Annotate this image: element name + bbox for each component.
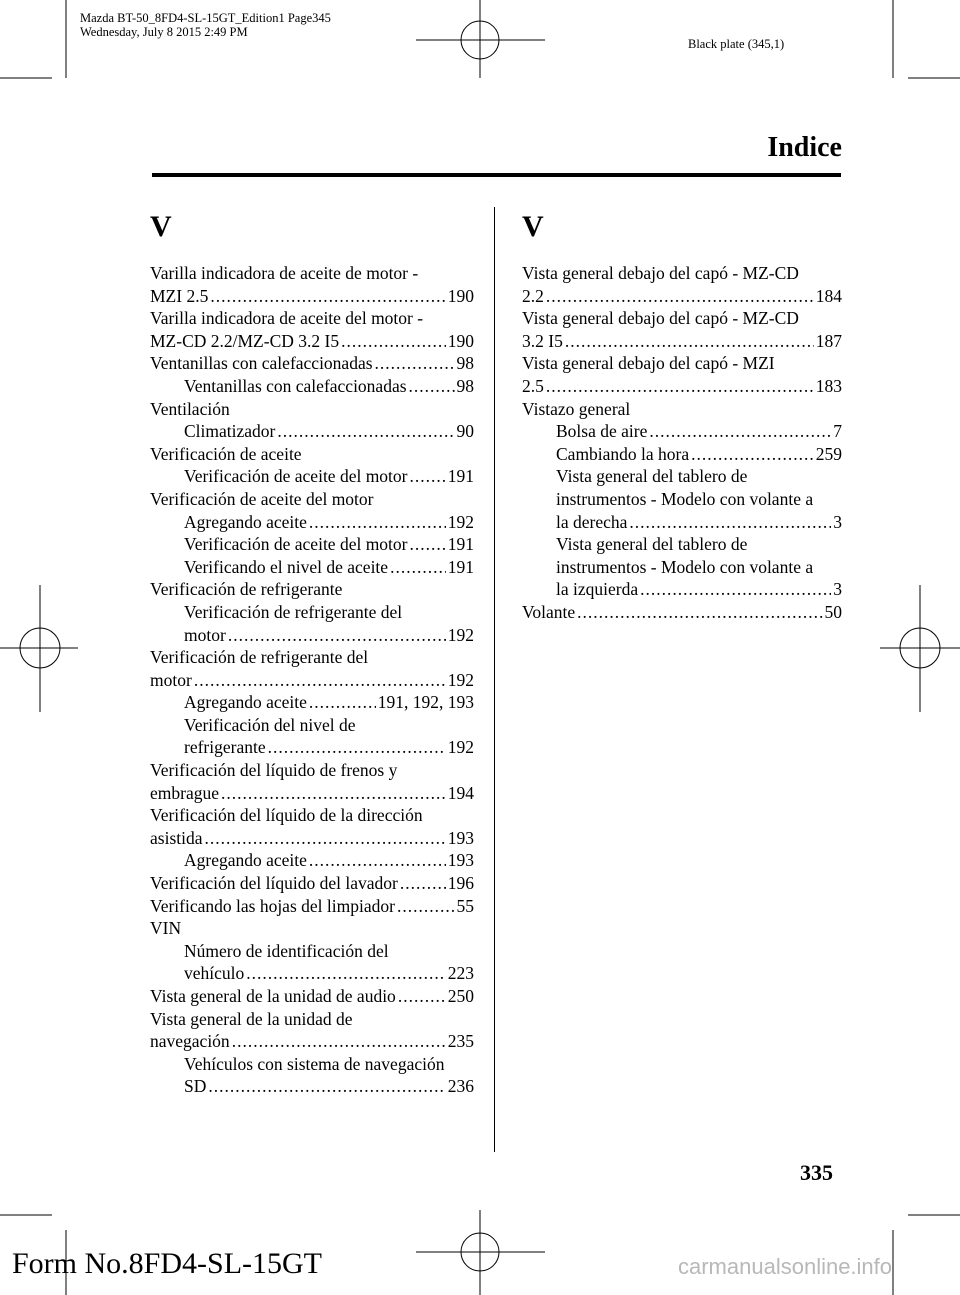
- dot-leader: [228, 624, 446, 647]
- dot-leader: [691, 443, 814, 466]
- index-line: [522, 601, 842, 624]
- index-line: [184, 511, 474, 534]
- index-entry: [150, 262, 474, 307]
- index-line: [556, 443, 842, 466]
- entry-text: Volante: [522, 601, 576, 622]
- page-reference: 90: [456, 421, 474, 442]
- dot-leader: [546, 285, 814, 308]
- entry-text: navegación: [150, 1031, 230, 1052]
- index-entry: [150, 804, 474, 849]
- index-subentry: [522, 443, 842, 466]
- entry-text: 2.5: [522, 375, 544, 396]
- page-reference: 3: [833, 511, 842, 532]
- index-line: [522, 352, 842, 375]
- index-line: [150, 307, 474, 330]
- index-column-left: [150, 262, 474, 1098]
- index-entry: [150, 578, 474, 601]
- page-number: 335: [800, 1160, 833, 1185]
- entry-text: Climatizador: [184, 421, 276, 442]
- entry-text: motor: [184, 624, 226, 645]
- entry-text: Verificación del líquido del lavador: [150, 873, 398, 894]
- index-line: [184, 601, 474, 624]
- index-line: [522, 262, 842, 285]
- index-entry: [150, 646, 474, 691]
- dot-leader: [375, 352, 455, 375]
- index-line: [184, 420, 474, 443]
- entry-text: instrumentos - Modelo con volante a: [556, 488, 814, 509]
- entry-text: Verificación del nivel de: [184, 714, 356, 735]
- page-reference: 191, 192, 193: [377, 692, 474, 713]
- entry-text: Verificación del líquido de frenos y: [150, 760, 398, 781]
- page-reference: 190: [447, 330, 474, 351]
- index-subentry: [522, 465, 842, 533]
- index-letter-left: V: [150, 210, 172, 243]
- entry-text: asistida: [150, 827, 203, 848]
- index-line: [556, 420, 842, 443]
- index-line: [522, 330, 842, 353]
- index-entry: [150, 895, 474, 918]
- index-line: [184, 624, 474, 647]
- index-subentry: [150, 849, 474, 872]
- page-reference: 236: [447, 1076, 474, 1097]
- index-entry: [150, 307, 474, 352]
- section-title: Indice: [767, 132, 842, 163]
- index-line: [522, 307, 842, 330]
- index-subentry: [150, 714, 474, 759]
- form-number: Form No.8FD4-SL-15GT: [12, 1247, 323, 1280]
- entry-text: Varilla indicadora de aceite de motor -: [150, 263, 419, 283]
- index-subentry: [150, 940, 474, 985]
- watermark: carmanualsonline.info: [678, 1254, 893, 1279]
- index-line: [522, 285, 842, 308]
- dot-leader: [640, 578, 831, 601]
- index-subentry: [150, 691, 474, 714]
- page-reference: 193: [447, 850, 474, 871]
- entry-text: Vista general debajo del capó - MZ-CD: [522, 308, 799, 329]
- dot-leader: [268, 736, 446, 759]
- entry-text: Ventanillas con calefaccionadas: [150, 353, 373, 374]
- index-line: [150, 759, 474, 782]
- index-line: [150, 488, 474, 511]
- entry-text: 3.2 I5: [522, 330, 563, 351]
- page-reference: 196: [447, 873, 474, 894]
- index-line: [184, 940, 474, 963]
- index-line: [150, 330, 474, 353]
- index-line: [150, 985, 474, 1008]
- index-subentry: [150, 420, 474, 443]
- entry-text: SD: [184, 1076, 207, 1097]
- index-subentry: [150, 601, 474, 646]
- dot-leader: [205, 827, 446, 850]
- entry-text: Vehículos con sistema de navegación: [184, 1053, 445, 1074]
- entry-text: refrigerante: [184, 737, 266, 758]
- dot-leader: [629, 511, 831, 534]
- index-line: [150, 782, 474, 805]
- dot-leader: [400, 872, 446, 895]
- entry-text: 2.2: [522, 285, 544, 306]
- index-line: [150, 1008, 474, 1031]
- index-subentry: [150, 375, 474, 398]
- index-entry: [150, 917, 474, 940]
- index-line: [556, 533, 842, 556]
- entry-text: Vista general debajo del capó - MZI: [522, 353, 775, 374]
- index-entry: [150, 443, 474, 466]
- index-line: [150, 804, 474, 827]
- index-subentry: [522, 533, 842, 601]
- page-reference: 191: [447, 534, 474, 555]
- dot-leader: [277, 420, 454, 443]
- dot-leader: [409, 375, 455, 398]
- index-line: [184, 375, 474, 398]
- index-line: [184, 533, 474, 556]
- entry-text: Verificación del líquido de la dirección: [150, 805, 423, 826]
- index-entry: [522, 352, 842, 397]
- entry-text: Vista general de la unidad de audio: [150, 986, 396, 1006]
- entry-text: Verificando el nivel de aceite: [184, 556, 389, 577]
- page-reference: 184: [815, 285, 842, 306]
- entry-text: Vista general de la unidad de: [150, 1008, 353, 1029]
- entry-text: Verificando las hojas del limpiador: [150, 895, 395, 916]
- dot-leader: [649, 420, 831, 443]
- entry-text: Cambiando la hora: [556, 443, 690, 464]
- entry-text: Agregando aceite: [184, 850, 307, 871]
- page-reference: 192: [447, 624, 474, 645]
- index-line: [150, 895, 474, 918]
- index-line: [556, 465, 842, 488]
- index-entry: [522, 307, 842, 352]
- page-reference: 223: [447, 963, 474, 984]
- entry-text: Ventanillas con calefaccionadas: [184, 375, 407, 396]
- plate-info-right: Black plate (345,1): [688, 37, 785, 51]
- index-line: [150, 827, 474, 850]
- index-line: [556, 556, 842, 579]
- index-entry: [150, 1008, 474, 1053]
- title-rule: [152, 173, 841, 177]
- dot-leader: [546, 375, 814, 398]
- dot-leader: [309, 511, 446, 534]
- index-line: [150, 578, 474, 601]
- page-reference: 191: [447, 556, 474, 577]
- entry-text: MZ-CD 2.2/MZ-CD 3.2 I5: [150, 330, 340, 351]
- dot-leader: [309, 849, 446, 872]
- index-line: [150, 917, 474, 940]
- dot-leader: [577, 601, 822, 624]
- index-entry: [150, 352, 474, 375]
- index-line: [150, 262, 474, 285]
- dot-leader: [341, 330, 446, 353]
- page-reference: 193: [447, 827, 474, 848]
- page-reference: 192: [447, 737, 474, 758]
- index-entry: [522, 398, 842, 421]
- index-entry: [150, 488, 474, 511]
- dot-leader: [397, 895, 455, 918]
- index-line: [522, 398, 842, 421]
- index-line: [556, 511, 842, 534]
- index-line: [522, 375, 842, 398]
- entry-text: Vista general debajo del capó - MZ-CD: [522, 263, 799, 283]
- index-line: [184, 1053, 474, 1076]
- dot-leader: [246, 962, 445, 985]
- index-subentry: [150, 533, 474, 556]
- plate-info-left: Mazda BT-50_8FD4-SL-15GT_Edition1 Page345 Wednesday, July 8 2015 2:49 PM: [80, 11, 331, 39]
- index-line: [184, 714, 474, 737]
- index-column-right: [522, 262, 842, 624]
- entry-text: embrague: [150, 782, 219, 803]
- page-reference: 194: [447, 782, 474, 803]
- index-line: [184, 556, 474, 579]
- page-reference: 259: [815, 443, 842, 464]
- dot-leader: [309, 691, 376, 714]
- dot-leader: [410, 465, 446, 488]
- page-reference: 187: [815, 330, 842, 351]
- entry-text: motor: [150, 669, 192, 690]
- page-reference: 235: [447, 1031, 474, 1052]
- entry-text: Vistazo general: [522, 398, 631, 419]
- index-line: [184, 962, 474, 985]
- index-entry: [150, 759, 474, 804]
- index-line: [150, 1030, 474, 1053]
- index-line: [150, 646, 474, 669]
- dot-leader: [210, 285, 445, 308]
- entry-text: Verificación de aceite: [150, 443, 302, 464]
- index-line: [150, 285, 474, 308]
- index-line: [184, 691, 474, 714]
- entry-text: la derecha: [556, 511, 628, 532]
- index-subentry: [150, 465, 474, 488]
- index-line: [150, 872, 474, 895]
- page-reference: 3: [833, 579, 842, 600]
- index-letter-right: V: [522, 210, 544, 243]
- index-line: [184, 849, 474, 872]
- entry-text: instrumentos - Modelo con volante a: [556, 556, 814, 577]
- page-reference: 55: [456, 895, 474, 916]
- entry-text: Varilla indicadora de aceite del motor -: [150, 308, 424, 329]
- dot-leader: [398, 985, 446, 1008]
- index-line: [184, 736, 474, 759]
- entry-text: Verificación de refrigerante del: [150, 647, 369, 668]
- page-reference: 50: [824, 601, 842, 622]
- entry-text: Vista general del tablero de: [556, 534, 748, 555]
- index-line: [556, 488, 842, 511]
- page-reference: 98: [456, 353, 474, 374]
- page-reference: 192: [447, 669, 474, 690]
- index-line: [184, 1075, 474, 1098]
- page-reference: 191: [447, 466, 474, 487]
- page-reference: 183: [815, 375, 842, 396]
- entry-text: Ventilación: [150, 398, 230, 419]
- index-line: [184, 465, 474, 488]
- dot-leader: [410, 533, 446, 556]
- index-entry: [522, 262, 842, 307]
- page-reference: 250: [447, 986, 474, 1006]
- entry-text: Verificación de refrigerante: [150, 579, 343, 600]
- index-subentry: [150, 511, 474, 534]
- page-reference: 190: [447, 285, 474, 306]
- entry-text: Verificación de aceite del motor: [184, 466, 408, 487]
- index-subentry: [150, 1053, 474, 1098]
- entry-text: Verificación de refrigerante del: [184, 601, 403, 622]
- page-reference: 192: [447, 511, 474, 532]
- index-entry: [522, 601, 842, 624]
- index-line: [150, 443, 474, 466]
- column-divider: [494, 207, 495, 1152]
- entry-text: Vista general del tablero de: [556, 466, 748, 487]
- entry-text: vehículo: [184, 963, 245, 984]
- dot-leader: [390, 556, 446, 579]
- entry-text: Bolsa de aire: [556, 421, 648, 442]
- index-line: [150, 398, 474, 421]
- page-reference: 98: [456, 375, 474, 396]
- index-line: [556, 578, 842, 601]
- index-entry: [150, 985, 474, 1008]
- entry-text: la izquierda: [556, 579, 639, 600]
- entry-text: MZI 2.5: [150, 285, 209, 306]
- entry-text: Verificación de aceite del motor: [150, 488, 374, 509]
- dot-leader: [232, 1030, 446, 1053]
- page-reference: 7: [833, 421, 842, 442]
- index-line: [150, 352, 474, 375]
- entry-text: Agregando aceite: [184, 692, 307, 713]
- dot-leader: [221, 782, 446, 805]
- dot-leader: [208, 1075, 445, 1098]
- dot-leader: [194, 669, 446, 692]
- index-subentry: [522, 420, 842, 443]
- index-entry: [150, 398, 474, 421]
- dot-leader: [565, 330, 814, 353]
- index-subentry: [150, 556, 474, 579]
- entry-text: Número de identificación del: [184, 940, 389, 961]
- index-entry: [150, 872, 474, 895]
- entry-text: VIN: [150, 918, 182, 939]
- entry-text: Verificación de aceite del motor: [184, 534, 408, 555]
- index-line: [150, 669, 474, 692]
- entry-text: Agregando aceite: [184, 511, 307, 532]
